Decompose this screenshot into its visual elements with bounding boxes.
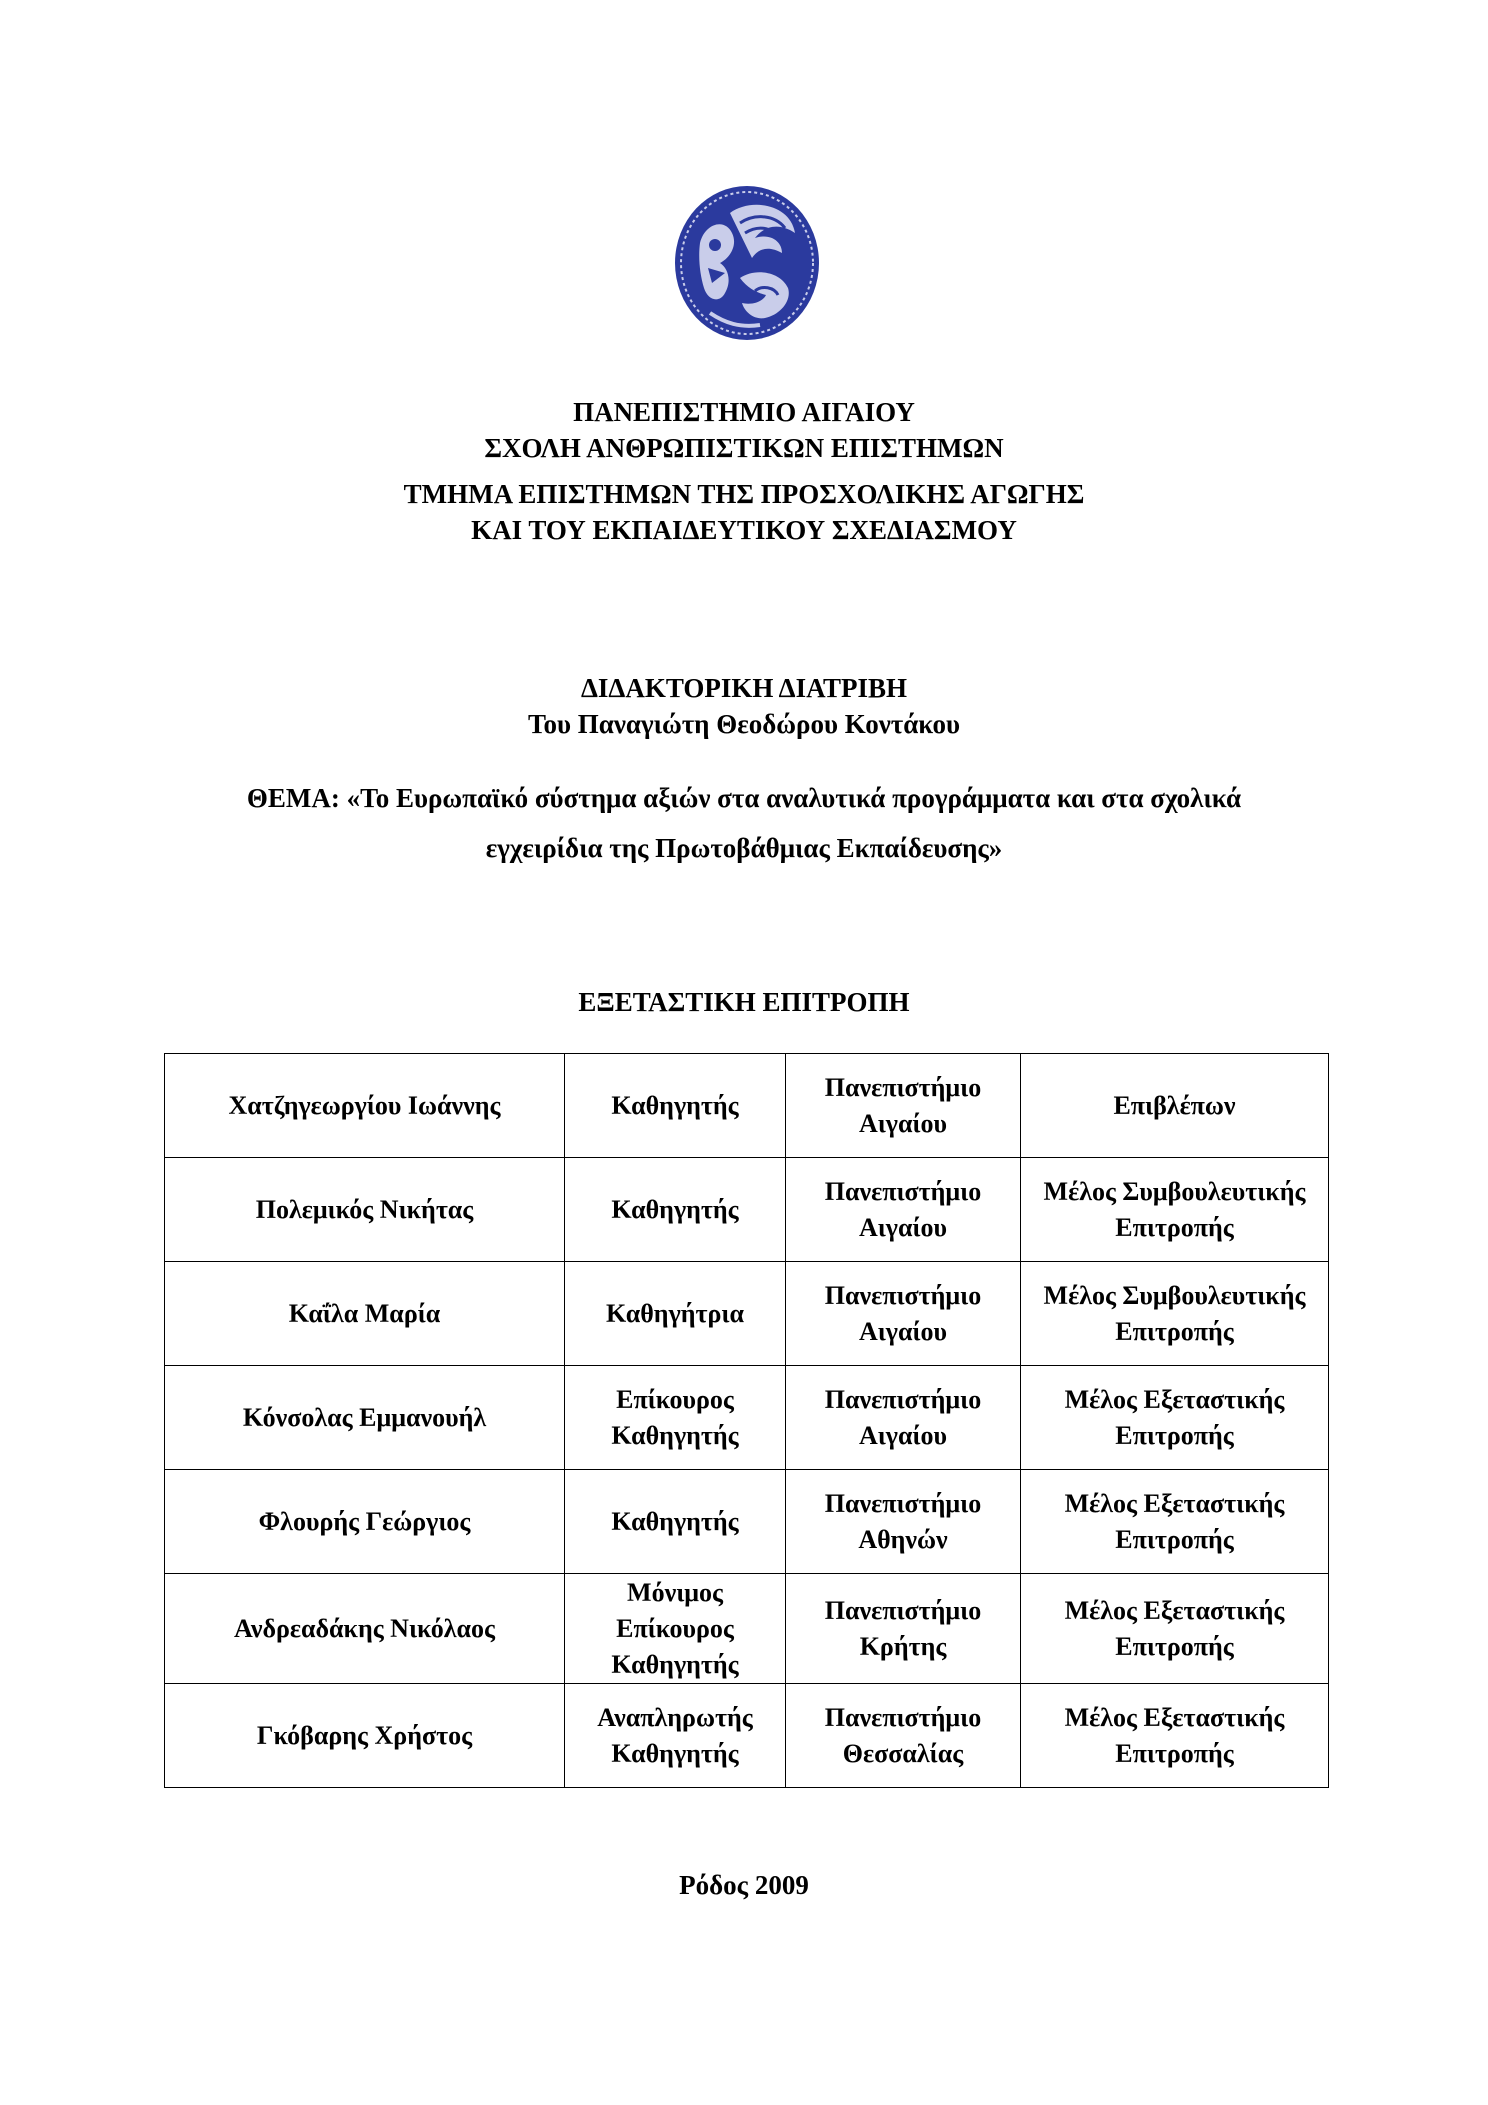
thesis-type: ΔΙΔΑΚΤΟΡΙΚΗ ΔΙΑΤΡΙΒΗ [581, 673, 907, 703]
member-rank: Αναπληρωτής Καθηγητής [565, 1684, 786, 1788]
committee-heading: ΕΞΕΤΑΣΤΙΚΗ ΕΠΙΤΡΟΠΗ [578, 987, 910, 1017]
table-row [165, 1684, 1329, 1788]
member-institution: Πανεπιστήμιο Αιγαίου [786, 1262, 1021, 1366]
member-rank: Καθηγητής [565, 1054, 786, 1158]
member-name: Χατζηγεωργίου Ιωάννης [165, 1054, 565, 1158]
table-row [165, 1366, 1329, 1470]
table-row [165, 1470, 1329, 1574]
member-rank: Καθηγήτρια [565, 1262, 786, 1366]
member-role: Μέλος Εξεταστικής Επιτροπής [1021, 1574, 1329, 1684]
table-row [165, 1158, 1329, 1262]
member-institution: Πανεπιστήμιο Θεσσαλίας [786, 1684, 1021, 1788]
table-row [165, 1574, 1329, 1684]
member-institution: Πανεπιστήμιο Κρήτης [786, 1574, 1021, 1684]
member-role: Μέλος Εξεταστικής Επιτροπής [1021, 1470, 1329, 1574]
committee-table [164, 1053, 1329, 1788]
member-rank: Καθηγητής [565, 1470, 786, 1574]
member-institution: Πανεπιστήμιο Αιγαίου [786, 1366, 1021, 1470]
member-institution: Πανεπιστήμιο Αθηνών [786, 1470, 1021, 1574]
member-name: Φλουρής Γεώργιος [165, 1470, 565, 1574]
university-seal-icon [670, 183, 825, 343]
member-name: Κόνσολας Εμμανουήλ [165, 1366, 565, 1470]
department-name-line2: ΚΑΙ ΤΟΥ ΕΚΠΑΙΔΕΥΤΙΚΟΥ ΣΧΕΔΙΑΣΜΟΥ [471, 515, 1017, 545]
place-year: Ρόδος 2009 [679, 1870, 809, 1900]
member-name: Πολεμικός Νικήτας [165, 1158, 565, 1262]
member-role: Μέλος Εξεταστικής Επιτροπής [1021, 1366, 1329, 1470]
thesis-topic-line2: εγχειρίδια της Πρωτοβάθμιας Εκπαίδευσης» [485, 833, 1003, 863]
member-name: Γκόβαρης Χρήστος [165, 1684, 565, 1788]
table-row [165, 1054, 1329, 1158]
department-name-line1: ΤΜΗΜΑ ΕΠΙΣΤΗΜΩΝ ΤΗΣ ΠΡΟΣΧΟΛΙΚΗΣ ΑΓΩΓΗΣ [403, 479, 1085, 509]
thesis-topic-line1: ΘΕΜΑ: «Το Ευρωπαϊκό σύστημα αξιών στα αναλυτικά προγράμματα και στα σχολικά [246, 783, 1242, 813]
school-name: ΣΧΟΛΗ ΑΝΘΡΩΠΙΣΤΙΚΩΝ ΕΠΙΣΤΗΜΩΝ [484, 433, 1004, 463]
member-rank: Μόνιμος Επίκουρος Καθηγητής [565, 1574, 786, 1684]
member-rank: Καθηγητής [565, 1158, 786, 1262]
table-row [165, 1262, 1329, 1366]
member-role: Μέλος Συμβουλευτικής Επιτροπής [1021, 1262, 1329, 1366]
member-institution: Πανεπιστήμιο Αιγαίου [786, 1158, 1021, 1262]
university-name: ΠΑΝΕΠΙΣΤΗΜΙΟ ΑΙΓΑΙΟΥ [573, 397, 915, 427]
member-rank: Επίκουρος Καθηγητής [565, 1366, 786, 1470]
member-institution: Πανεπιστήμιο Αιγαίου [786, 1054, 1021, 1158]
thesis-author: Του Παναγιώτη Θεοδώρου Κοντάκου [527, 709, 961, 739]
member-role: Μέλος Συμβουλευτικής Επιτροπής [1021, 1158, 1329, 1262]
member-name: Καΐλα Μαρία [165, 1262, 565, 1366]
member-role: Μέλος Εξεταστικής Επιτροπής [1021, 1684, 1329, 1788]
member-name: Ανδρεαδάκης Νικόλαος [165, 1574, 565, 1684]
member-role: Επιβλέπων [1021, 1054, 1329, 1158]
